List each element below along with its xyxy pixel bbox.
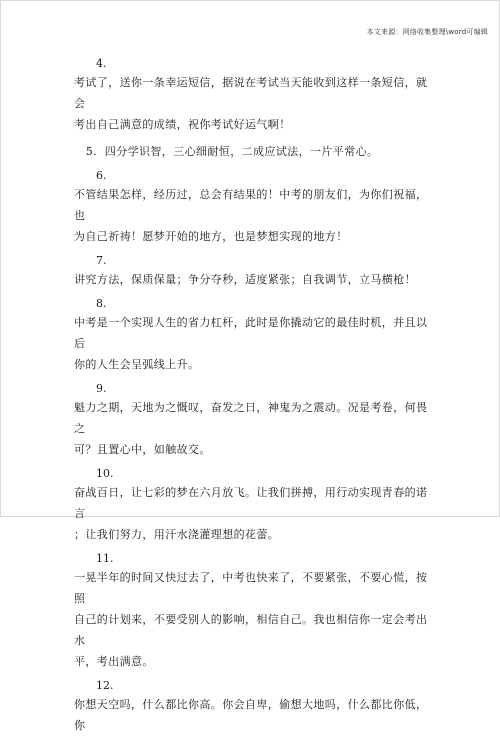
paragraph-line: 你想天空吗，什么都比你高。你会自卑，偷想大地吗，什么都比你低，你 (74, 698, 428, 732)
source-note: 本文来源：网络收集整理\word可编辑 (366, 28, 488, 36)
item-number: 10. (96, 467, 114, 480)
list-item (74, 551, 434, 678)
paragraph-line: 魁力之期，天地为之慨叹，奋发之日，神鬼为之震动。况是考卷，何畏之 (74, 401, 428, 435)
paragraph-line: ；让我们努力，用汗水浇灌理想的花蕾。 (74, 528, 280, 541)
paragraph-line: 5. 四分学识智，三心细耐恒，二成应试法，一片平常心。 (74, 145, 379, 158)
item-gap (74, 736, 434, 742)
item-number: 8. (96, 297, 107, 310)
document-body (74, 56, 434, 742)
list-item (74, 381, 434, 466)
paragraph-line: 考试了，送你一条幸运短信，据说在考试当天能收到这样一条短信，就会 (74, 76, 428, 110)
paragraph-line: 讲究方法，保质保量；争分夺秒，适度紧张；自我调节，立马横枪！ (74, 273, 416, 286)
list-item (74, 56, 434, 141)
list-item (74, 253, 434, 296)
paragraph-line: 奋战百日，让七彩的梦在六月放飞。让我们拼搏，用行动实现青春的诺言 (74, 486, 428, 520)
paragraph-line: 为自己祈祷！愿梦开始的地方，也是梦想实现的地方！ (74, 230, 348, 243)
paragraph-line: 平，考出满意。 (74, 655, 154, 668)
paragraph-line: 一晃半年的时间又快过去了，中考也快来了，不要紧张，不要心慌，按照 (74, 571, 428, 605)
list-item (74, 678, 434, 742)
list-item (74, 296, 434, 381)
paragraph-line: 可？且置心中，如触故交。 (74, 443, 211, 456)
paragraph-line: 你的人生会呈弧线上升。 (74, 358, 200, 371)
item-number: 12. (96, 679, 114, 692)
paragraph-line: 自己的计划来，不要受别人的影响，相信自己。我也相信你一定会考出水 (74, 613, 428, 647)
item-number: 7. (96, 254, 107, 267)
list-item (74, 168, 434, 253)
paragraph-line: 考出自己满意的成绩，祝你考试好运气啊！ (74, 118, 291, 131)
paragraph-line: 中考是一个实现人生的省力杠杆，此时是你撬动它的最佳时机，并且以后 (74, 316, 428, 350)
list-item (74, 141, 434, 168)
list-item (74, 466, 434, 551)
paragraph-line: 不管结果怎样，经历过，总会有结果的！中考的朋友们，为你们祝福，也 (74, 188, 428, 222)
item-number: 6. (96, 169, 107, 182)
item-number: 4. (96, 57, 107, 70)
item-number: 11. (96, 552, 114, 565)
item-number: 9. (96, 382, 107, 395)
